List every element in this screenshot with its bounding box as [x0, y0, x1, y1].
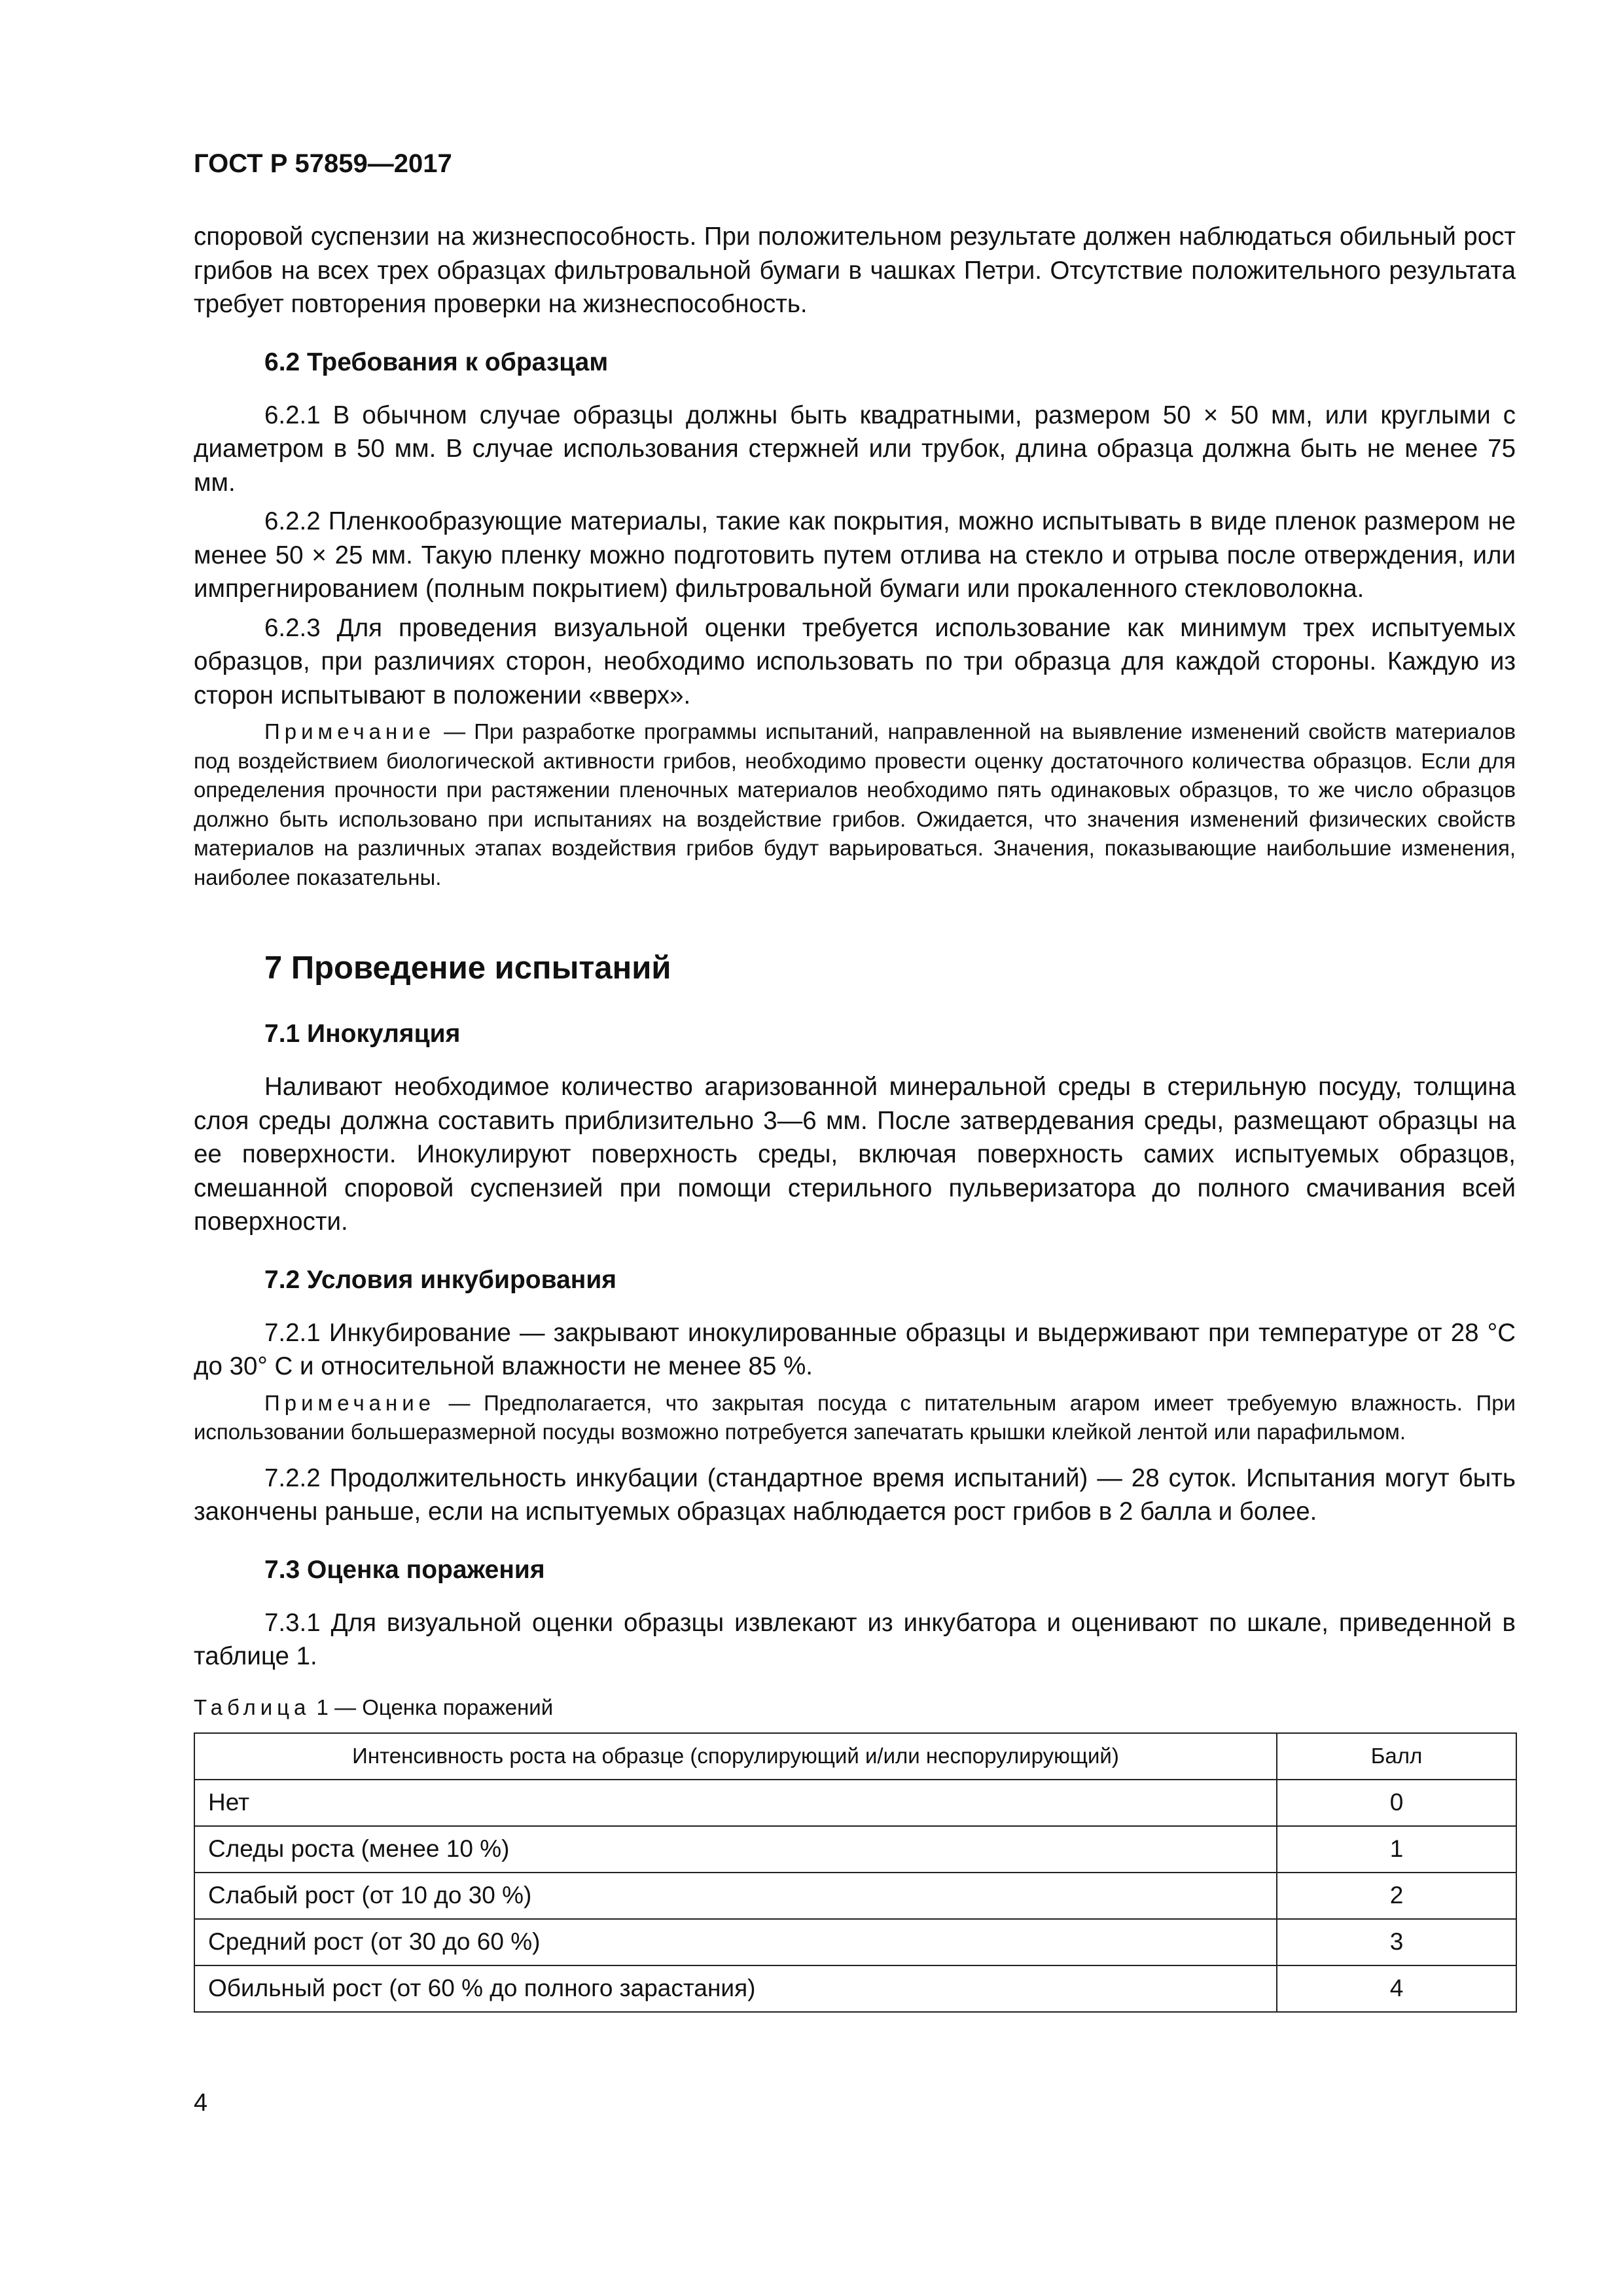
- note-label: Примечание: [264, 1390, 436, 1415]
- document-id-header: ГОСТ Р 57859—2017: [194, 149, 452, 178]
- table-cell-score: 0: [1277, 1780, 1516, 1826]
- section-heading-6-2: 6.2 Требования к образцам: [264, 348, 609, 376]
- table-cell-intensity: Нет: [194, 1780, 1277, 1826]
- page-number: 4: [194, 2089, 208, 2117]
- note-7-2: [194, 1389, 1516, 1447]
- paragraph-6-2-3: 6.2.3 Для проведения визуальной оценки требуется использование как минимум трех испытуемых образцов, при различиях сторон, необходимо использовать по три образца для каждой стороны. Каждую из сторон испытывают в положении «вверх».: [194, 613, 1516, 709]
- table-caption-text: 1 — Оценка поражений: [310, 1695, 554, 1719]
- section-heading-7: 7 Проведение испытаний: [264, 950, 671, 986]
- table-header-row: [194, 1733, 1516, 1780]
- paragraph-7-3-1: 7.3.1 Для визуальной оценки образцы извлекают из инкубатора и оценивают по шкале, приведенной в таблице 1.: [194, 1608, 1516, 1670]
- note-6-2: [194, 717, 1516, 892]
- column-header-score: Балл: [1277, 1733, 1516, 1780]
- section-heading-7-2: 7.2 Условия инкубирования: [264, 1265, 617, 1294]
- table-row: [194, 1873, 1516, 1919]
- table-cell-intensity: Средний рост (от 30 до 60 %): [194, 1919, 1277, 1965]
- note-text: — Предполагается, что закрытая посуда с питательным агаром имеет требуемую влажность. При использовании большеразмерной посуды возможно потребуется запечатать крышки клейкой лентой или парафильмом.: [194, 1390, 1516, 1444]
- grade-table: [194, 1732, 1517, 2013]
- paragraph-7-2-2: 7.2.2 Продолжительность инкубации (стандартное время испытаний) — 28 суток. Испытания могут быть закончены раньше, если на испытуемых образцах наблюдается рост грибов в 2 балла и более.: [194, 1463, 1516, 1526]
- note-text: — При разработке программы испытаний, направленной на выявление изменений свойств материалов под воздействием биологической активности грибов, необходимо провести оценку достаточного количества образцов. Если для определения прочности при растяжении пленочных материалов необходимо пять одинаковых образцов, то же число образцов должно быть использовано при испытаниях на воздействие грибов. Ожидается, что значения изменений физических свойств материалов на различных этапах воздействия грибов будут варьироваться. Значения, показывающие наибольшие изменения, наиболее показательны.: [194, 719, 1516, 889]
- table-caption: [194, 1693, 1516, 1722]
- table-cell-score: 1: [1277, 1826, 1516, 1873]
- table-cell-score: 3: [1277, 1919, 1516, 1965]
- table-cell-intensity: Следы роста (менее 10 %): [194, 1826, 1277, 1873]
- paragraph-7-1: Наливают необходимое количество агаризованной минеральной среды в стерильную посуду, толщина слоя среды должна составить приблизительно 3—6 мм. После затвердевания среды, размещают образцы на ее поверхности. Инокулируют поверхность среды, включая поверхность самих испытуемых образцов, смешанной споровой суспензией при помощи стерильного пульверизатора до полного смачивания всей поверхности.: [194, 1073, 1516, 1236]
- table-cell-intensity: Обильный рост (от 60 % до полного зарастания): [194, 1965, 1277, 2012]
- paragraph-continuation: споровой суспензии на жизнеспособность. При положительном результате должен наблюдаться обильный рост грибов на всех трех образцах фильтровальной бумаги в чашках Петри. Отсутствие положительного результата требует повторения проверки на жизнеспособность.: [194, 223, 1516, 318]
- page-content: [194, 220, 1516, 2013]
- table-cell-intensity: Слабый рост (от 10 до 30 %): [194, 1873, 1277, 1919]
- table-row: [194, 1780, 1516, 1826]
- paragraph-6-2-1: 6.2.1 В обычном случае образцы должны быть квадратными, размером 50 × 50 мм, или круглыми с диаметром в 50 мм. В случае использования стержней или трубок, длина образца должна быть не менее 75 мм.: [194, 401, 1516, 497]
- table-cell-score: 2: [1277, 1873, 1516, 1919]
- note-label: Примечание: [264, 719, 436, 744]
- paragraph-6-2-2: 6.2.2 Пленкообразующие материалы, такие как покрытия, можно испытывать в виде пленок размером не менее 50 × 25 мм. Такую пленку можно подготовить путем отлива на стекло и отрыва после отверждения, или импрегнированием (полным покрытием) фильтровальной бумаги или прокаленного стекловолокна.: [194, 507, 1516, 603]
- section-heading-7-1: 7.1 Инокуляция: [264, 1020, 461, 1048]
- paragraph-7-2-1: 7.2.1 Инкубирование — закрывают инокулированные образцы и выдерживают при температуре от 28 °С до 30° С и относительной влажности не менее 85 %.: [194, 1318, 1516, 1380]
- table-row: [194, 1826, 1516, 1873]
- table-row: [194, 1919, 1516, 1965]
- section-heading-7-3: 7.3 Оценка поражения: [264, 1555, 545, 1584]
- column-header-intensity: Интенсивность роста на образце (спорулирующий и/или неспорулирующий): [194, 1733, 1277, 1780]
- table-caption-label: Таблица: [194, 1695, 311, 1719]
- table-row: [194, 1965, 1516, 2012]
- table-cell-score: 4: [1277, 1965, 1516, 2012]
